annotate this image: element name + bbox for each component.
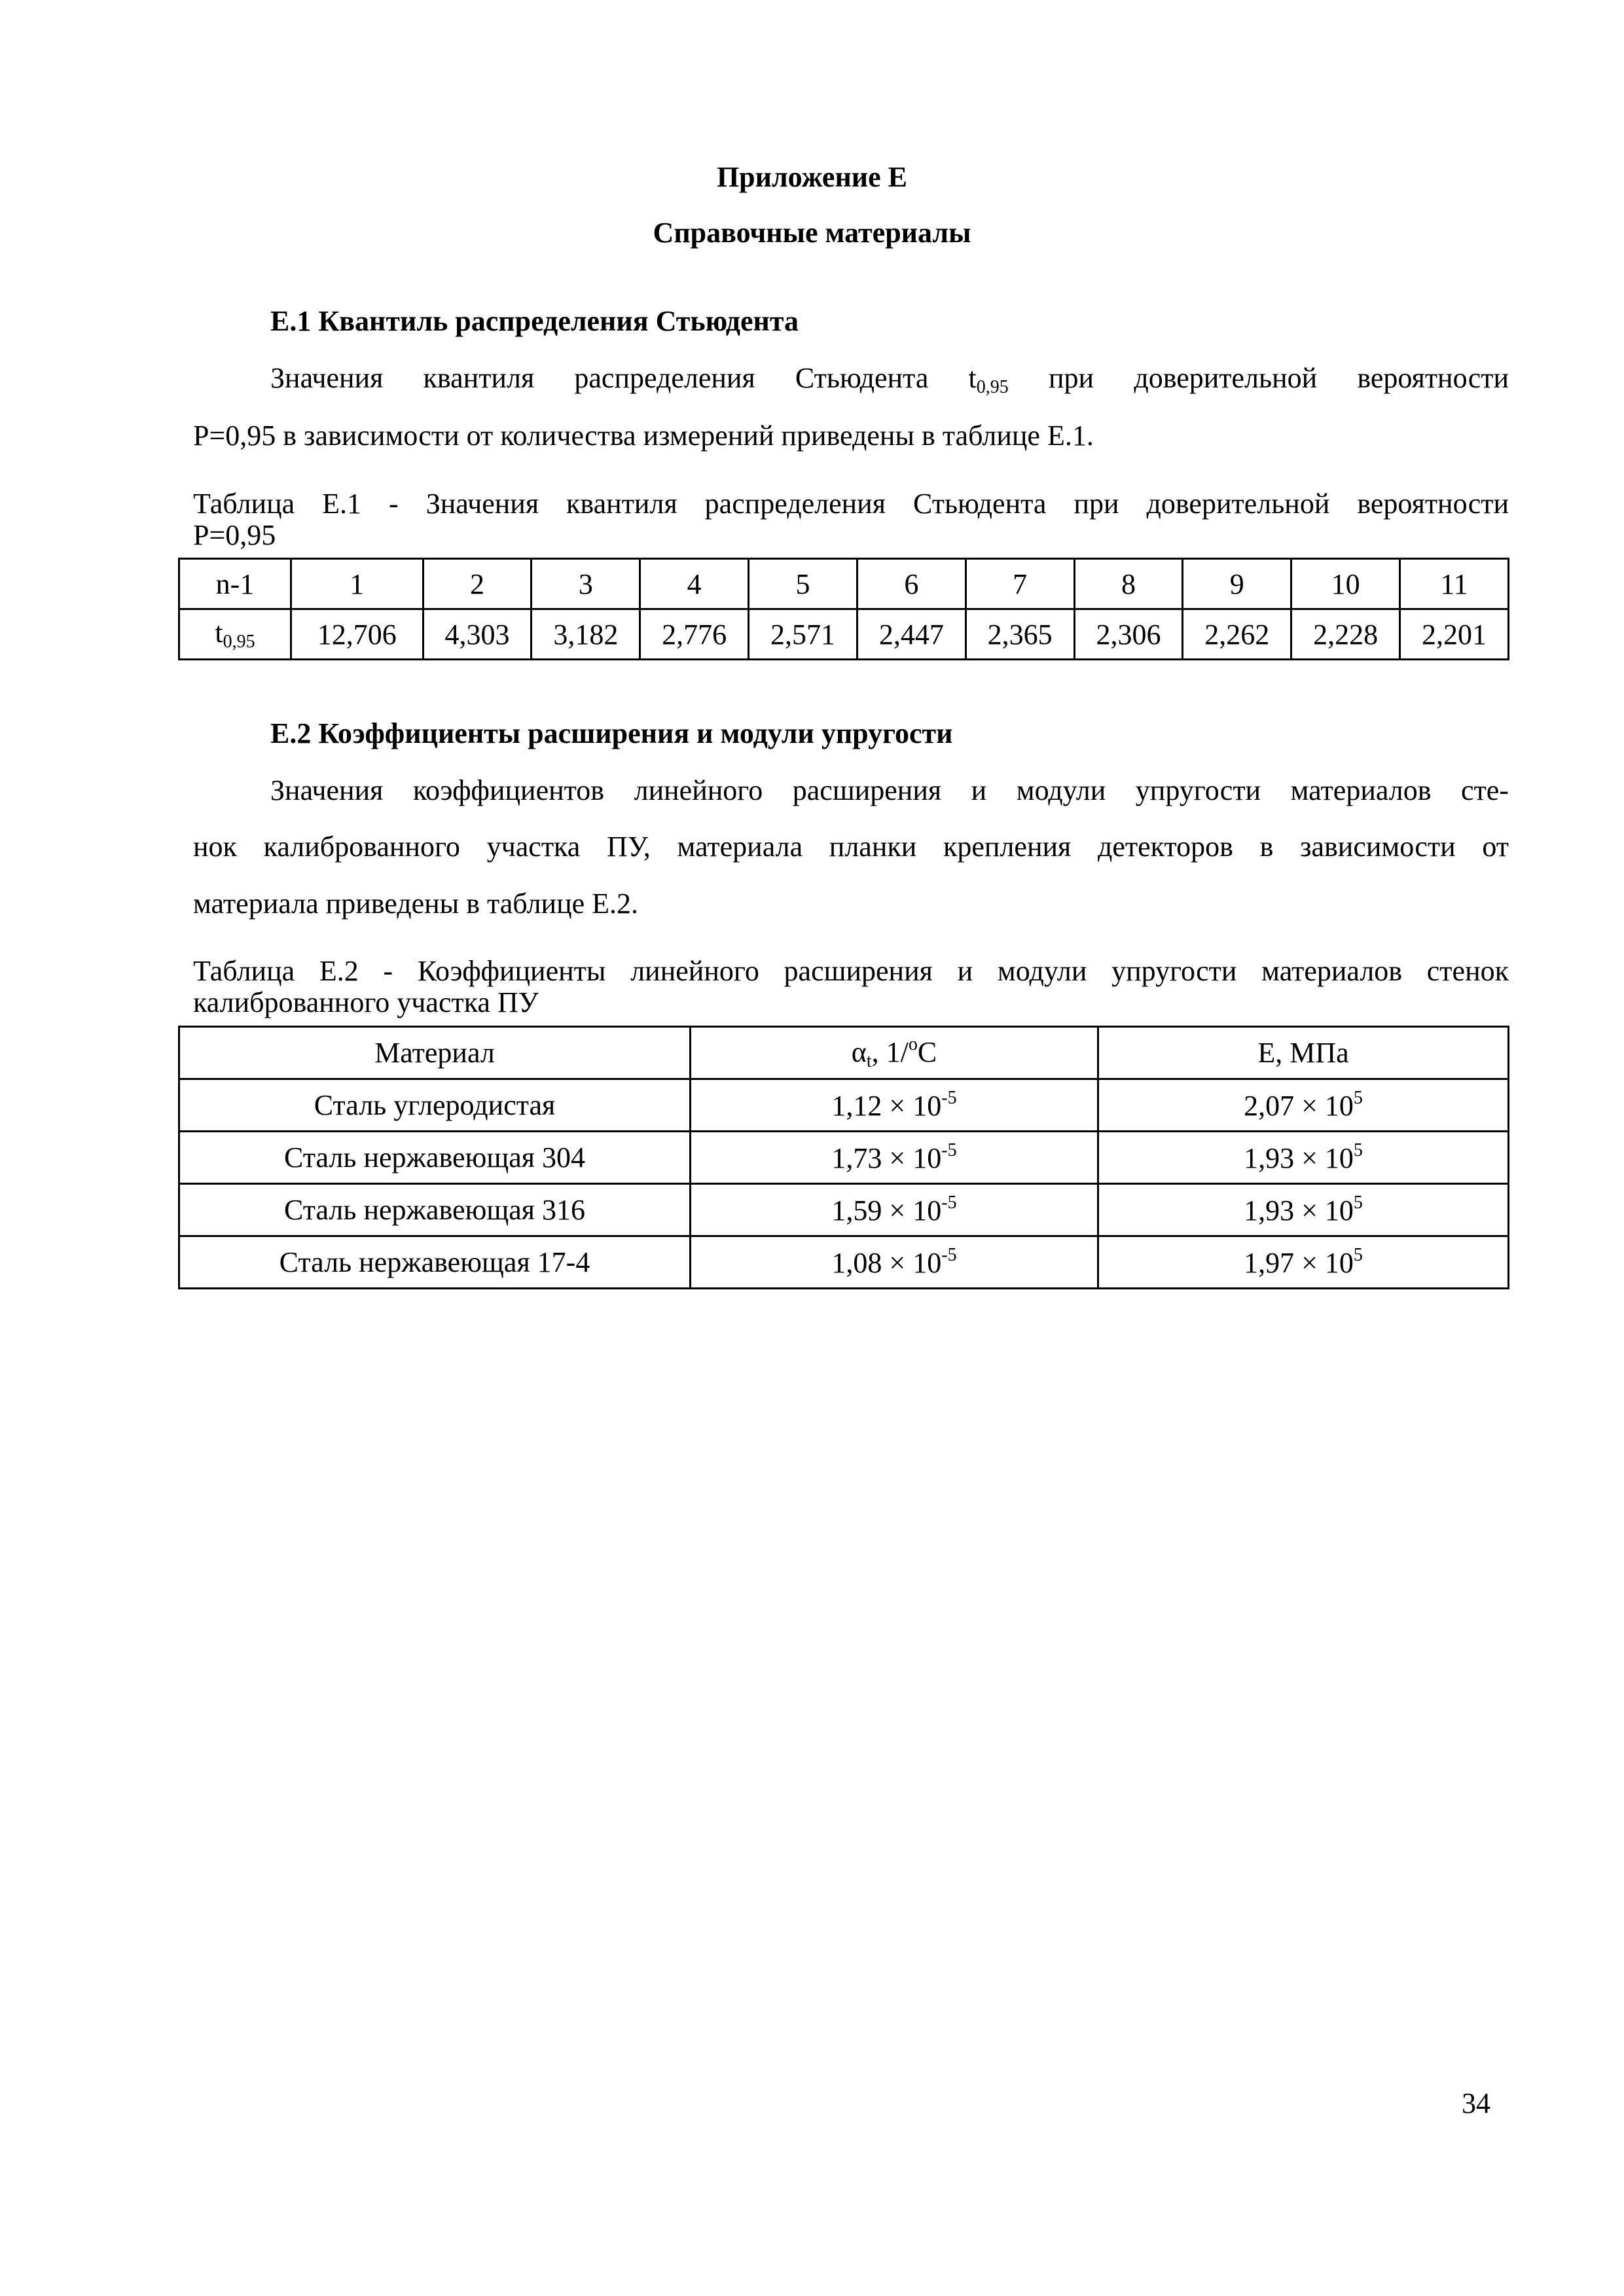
page-number: 34 [1462,2087,1490,2119]
table1-cell: 12,706 [291,609,424,660]
table1-cell: 2,306 [1074,609,1183,660]
table1-cell: 11 [1400,559,1509,609]
table1-caption-line2: Р=0,95 [193,519,276,551]
table2-header-modulus: Е, МПа [1098,1027,1509,1079]
section1-paragraph-line2: Р=0,95 в зависимости от количества измерений приведены в таблице Е.1. [193,420,1094,452]
table-row [179,1079,1509,1132]
table2-header-material: Материал [179,1027,691,1079]
modulus-cell: $2,07 \times 10^5$ [1098,1079,1509,1132]
material-cell: Сталь нержавеющая 304 [179,1132,691,1184]
expansion-modulus-table [178,1026,1509,1289]
student-quantile-table [178,558,1509,660]
table1-cell: 4 [640,559,749,609]
table1-cell: 2,365 [965,609,1074,660]
table1-cell: 5 [749,559,857,609]
appendix-subtitle: Справочные материалы [653,217,971,249]
table1-row-label: $t_{0,95}$ [179,609,291,660]
alpha-cell: $1,08 \times 10^{-5}$ [691,1236,1098,1289]
table1-cell: 3,182 [532,609,640,660]
alpha-cell: $1,59 \times 10^{-5}$ [691,1184,1098,1236]
table1-cell: 2,776 [640,609,749,660]
alpha-cell: $1,73 \times 10^{-5}$ [691,1132,1098,1184]
modulus-cell: $1,93 \times 10^5$ [1098,1132,1509,1184]
table1-cell: 7 [965,559,1074,609]
table1-cell: 2,447 [857,609,965,660]
table-row [179,1132,1509,1184]
table2-header-alpha: $\alpha_t$, 1/$^o$С [691,1027,1098,1079]
section1-heading: Е.1 Квантиль распределения Стьюдента [270,305,799,337]
material-cell: Сталь углеродистая [179,1079,691,1132]
section2-paragraph-line3: материала приведены в таблице Е.2. [193,888,639,920]
table1-cell: 2,262 [1183,609,1291,660]
table-row [179,1184,1509,1236]
table1-caption-line1: Таблица Е.1 - Значения квантиля распределения Стьюдента при доверительной вероятности [193,488,1509,520]
table2-caption-line2: калиброванного участка ПУ [193,986,539,1018]
table1-cell: 2 [423,559,532,609]
table1-cell: 3 [532,559,640,609]
modulus-cell: $1,97 \times 10^5$ [1098,1236,1509,1289]
table2-caption [193,956,1509,1018]
table1-cell: 6 [857,559,965,609]
material-cell: Сталь нержавеющая 316 [179,1184,691,1236]
table2-caption-line1: Таблица Е.2 - Коэффициенты линейного расширения и модули упругости материалов стенок [193,955,1509,987]
table1-row-t [179,609,1509,660]
table1-row-n [179,559,1509,609]
table1-cell: 9 [1183,559,1291,609]
section2-paragraph-line1: Значения коэффициентов линейного расширения и модули упругости материалов сте- [270,774,1509,806]
table1-cell: 2,201 [1400,609,1509,660]
table1-cell: 1 [291,559,424,609]
section2-heading: Е.2 Коэффициенты расширения и модули упругости [270,717,953,749]
table1-cell: 2,571 [749,609,857,660]
table2-header-row [179,1027,1509,1079]
table1-cell: 4,303 [423,609,532,660]
table1-row-label: n-1 [179,559,291,609]
section2-paragraph-line2: нок калиброванного участка ПУ, материала планки крепления детекторов в зависимости от [193,831,1509,863]
table1-cell: 2,228 [1291,609,1400,660]
table1-caption [193,488,1509,551]
modulus-cell: $1,93 \times 10^5$ [1098,1184,1509,1236]
table-row [179,1236,1509,1289]
material-cell: Сталь нержавеющая 17-4 [179,1236,691,1289]
alpha-cell: $1,12 \times 10^{-5}$ [691,1079,1098,1132]
table1-cell: 10 [1291,559,1400,609]
appendix-title: Приложение Е [716,161,908,193]
section1-paragraph-line1: Значения квантиля распределения Стьюдента $t_{0,95}$ при доверительной вероятности [270,362,1509,397]
table1-cell: 8 [1074,559,1183,609]
